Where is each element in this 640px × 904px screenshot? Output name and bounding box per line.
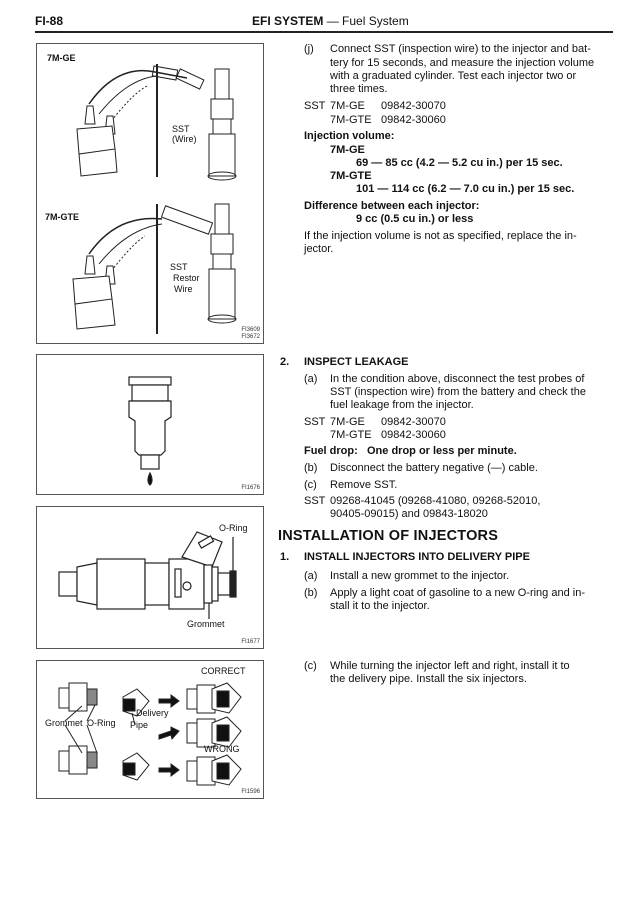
label-restor: Restor	[173, 273, 200, 283]
figure-injector-parts	[36, 506, 264, 649]
injector-leak-illustration	[37, 355, 263, 494]
label-correct: CORRECT	[201, 666, 246, 676]
label-sst-wire: SST	[172, 124, 190, 134]
page-title	[252, 14, 409, 28]
title-separator: —	[326, 14, 339, 28]
label-restor-wire: Wire	[174, 284, 193, 294]
label-o-ring: O-Ring	[87, 718, 116, 728]
figure-install-orientation	[36, 660, 264, 799]
figure-code: FI1677	[241, 639, 260, 645]
figure-code: FI3609 FI3672	[241, 327, 260, 340]
label-o-ring: O-Ring	[219, 523, 248, 533]
figure-leakage	[36, 354, 264, 495]
figure-code: FI1596	[241, 789, 260, 795]
label-7m-gte: 7M-GTE	[45, 212, 80, 222]
step-heading: INSTALL INJECTORS INTO DELIVERY PIPE	[304, 551, 530, 563]
section-title: EFI SYSTEM	[252, 14, 324, 28]
step-marker: (j)	[304, 43, 314, 55]
installation-heading: INSTALLATION OF INJECTORS	[278, 528, 499, 544]
label-wrong: WRONG	[204, 744, 240, 754]
figure-code: FI1676	[241, 485, 260, 491]
label-pipe: Pipe	[130, 720, 149, 730]
label-delivery: Delivery	[136, 708, 169, 718]
install-orientation-illustration	[37, 661, 263, 798]
label-grommet: Grommet	[45, 718, 83, 728]
page-number: FI-88	[35, 14, 64, 28]
injection-test-illustration	[37, 44, 263, 343]
section-heading: INSPECT LEAKAGE	[304, 356, 409, 368]
label-7m-ge: 7M-GE	[47, 53, 76, 63]
label-sst-restor: SST	[170, 262, 188, 272]
label-grommet: Grommet	[187, 619, 225, 629]
subsection-title: Fuel System	[342, 14, 409, 28]
label-wire: (Wire)	[172, 134, 197, 144]
figure-injection-test	[36, 43, 264, 344]
header-rule	[35, 31, 613, 33]
